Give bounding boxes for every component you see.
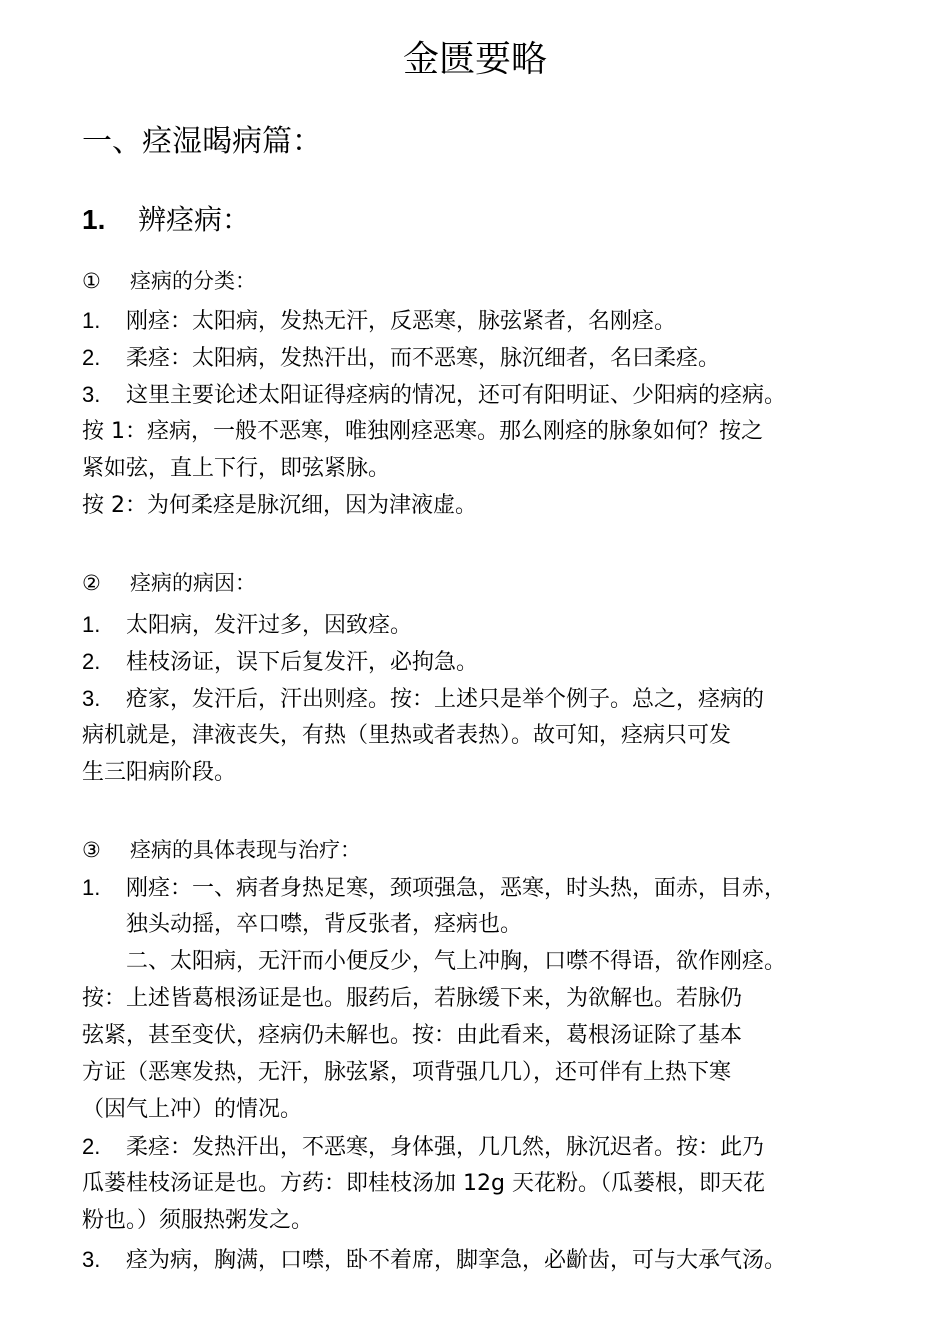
list-text: 太阳病，发汗过多，因致痉。	[126, 613, 413, 638]
list-number: 1.	[82, 308, 101, 333]
part-heading-text: 痉病的具体表现与治疗：	[130, 838, 361, 862]
paragraph-line: 紧如弦，直上下行，即弦紧脉。	[82, 456, 391, 481]
list-number: 1.	[82, 875, 101, 900]
list-number: 2.	[82, 345, 101, 370]
list-text: 疮家，发汗后，汗出则痉。按：上述只是举个例子。总之，痉病的	[126, 687, 765, 712]
circled-number-marker: ③	[82, 838, 101, 862]
list-item	[82, 1130, 764, 1165]
list-text: 痉为病，胸满，口噤，卧不着席，脚挛急，必齘齿，可与大承气汤。	[126, 1248, 787, 1273]
list-number: 3.	[82, 1247, 101, 1272]
list-number: 1.	[82, 612, 101, 637]
part-heading-text: 痉病的病因：	[130, 571, 256, 595]
list-text: 这里主要论述太阳证得痉病的情况，还可有阳明证、少阳病的痉病。	[126, 383, 787, 408]
list-text: 柔痉：太阳病，发热汗出，而不恶寒，脉沉细者，名曰柔痉。	[126, 346, 721, 371]
list-item	[82, 682, 764, 717]
paragraph-line: 按 2：为何柔痉是脉沉细，因为津液虚。	[82, 493, 477, 518]
part-heading	[82, 266, 256, 296]
indented-line: 独头动摇，卒口噤，背反张者，痉病也。	[126, 912, 523, 937]
list-item	[82, 378, 786, 413]
subsection-heading	[82, 200, 250, 240]
paragraph-line: 瓜蒌桂枝汤证是也。方药：即桂枝汤加 12g 天花粉。（瓜蒌根，即天花	[82, 1171, 765, 1196]
paragraph-line: （因气上冲）的情况。	[82, 1097, 303, 1122]
subsection-label: 辨痉病：	[138, 203, 251, 236]
part-heading	[82, 568, 256, 598]
paragraph-line: 方证（恶寒发热，无汗，脉弦紧，项背强几几），还可伴有上热下寒	[82, 1060, 732, 1085]
document-title: 金匮要略	[402, 39, 547, 80]
list-text: 柔痉：发热汗出，不恶寒，身体强，几几然，脉沉迟者。按：此乃	[126, 1135, 765, 1160]
list-number: 2.	[82, 649, 101, 674]
subsection-number: 1.	[82, 204, 106, 235]
list-number: 3.	[82, 382, 101, 407]
paragraph-line: 粉也。）须服热粥发之。	[82, 1208, 314, 1233]
list-text: 桂枝汤证，误下后复发汗，必拘急。	[126, 650, 479, 675]
circled-number-marker: ②	[82, 571, 101, 595]
list-item	[82, 1243, 786, 1278]
paragraph-line: 病机就是，津液丧失，有热（里热或者表热）。故可知，痉病只可发	[82, 723, 732, 748]
circled-number-marker: ①	[82, 269, 101, 293]
list-item	[82, 608, 412, 643]
list-item	[82, 304, 676, 339]
list-item	[82, 341, 720, 376]
list-text: 刚痉：一、病者身热足寒，颈项强急，恶寒，时头热，面赤，目赤，	[126, 876, 787, 901]
paragraph-line: 弦紧，甚至变伏，痉病仍未解也。按：由此看来，葛根汤证除了基本	[82, 1023, 743, 1048]
part-heading	[82, 835, 361, 865]
paragraph-line: 生三阳病阶段。	[82, 760, 237, 785]
indented-line: 二、太阳病，无汗而小便反少，气上冲胸，口噤不得语，欲作刚痉。	[126, 949, 787, 974]
list-item	[82, 871, 786, 906]
section-heading: 一、痉湿暍病篇：	[82, 124, 322, 159]
part-heading-text: 痉病的分类：	[130, 269, 256, 293]
list-item	[82, 645, 478, 680]
list-number: 3.	[82, 686, 101, 711]
list-text: 刚痉：太阳病，发热无汗，反恶寒，脉弦紧者，名刚痉。	[126, 309, 677, 334]
paragraph-line: 按：上述皆葛根汤证是也。服药后，若脉缓下来，为欲解也。若脉仍	[82, 986, 743, 1011]
paragraph-line: 按 1：痉病，一般不恶寒，唯独刚痉恶寒。那么刚痉的脉象如何？按之	[82, 419, 763, 444]
list-number: 2.	[82, 1134, 101, 1159]
